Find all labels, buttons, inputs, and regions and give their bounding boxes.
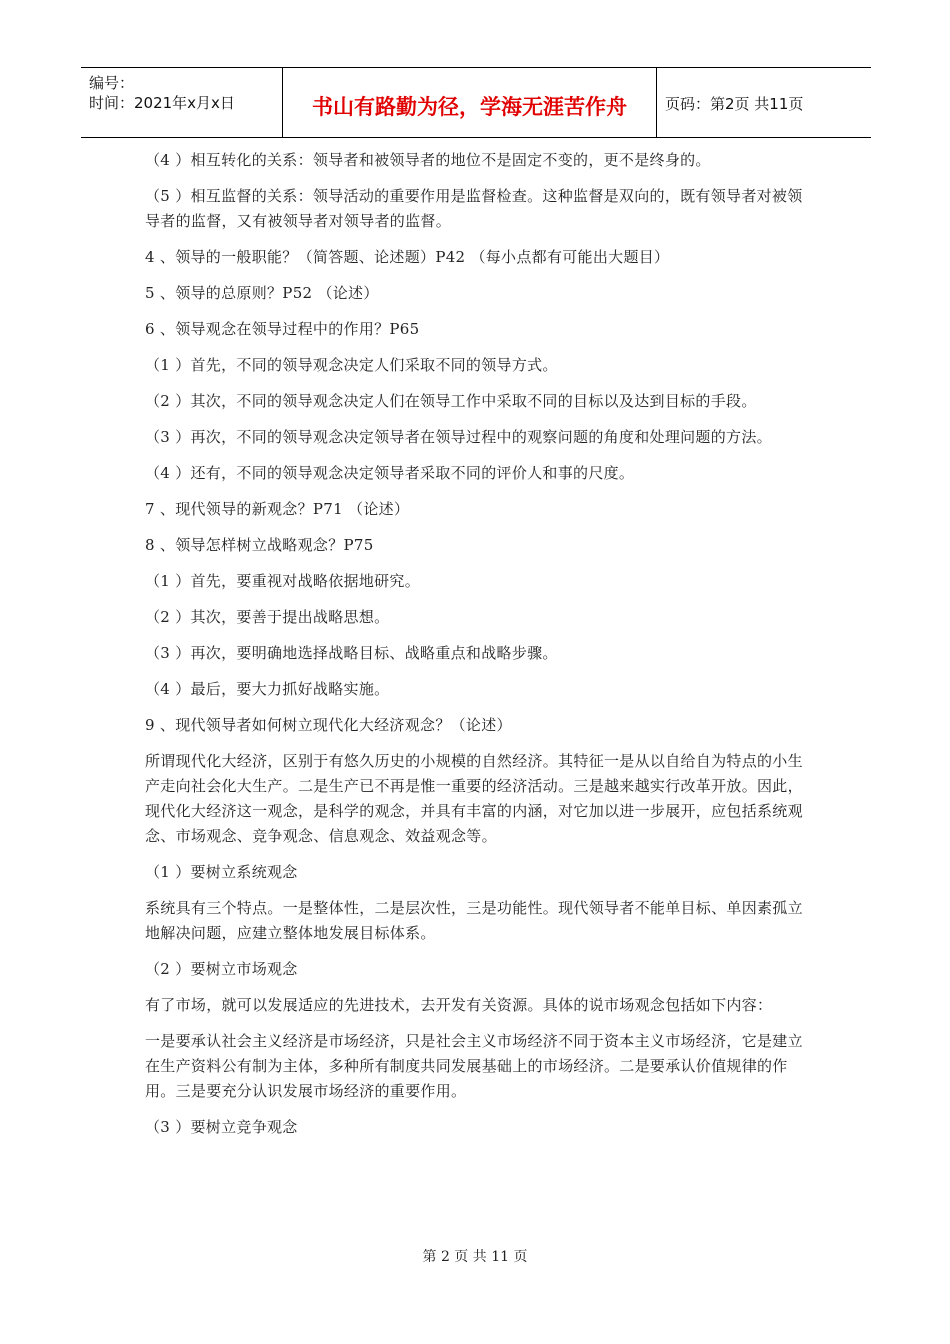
paragraph: （2 ）其次，不同的领导观念决定人们在领导工作中采取不同的目标以及达到目标的手段。 (145, 392, 757, 410)
page-header (81, 67, 871, 138)
paragraph: 4 、领导的一般职能？（简答题、论述题）P42 （每小点都有可能出大题目） (145, 248, 670, 266)
paragraph: 7 、现代领导的新观念？P71 （论述） (145, 500, 410, 518)
paragraph: （2 ）要树立市场观念 (145, 960, 298, 978)
document-body (145, 148, 810, 1151)
paragraph: （3 ）再次，不同的领导观念决定领导者在领导过程中的观察问题的角度和处理问题的方法。 (145, 428, 772, 446)
paragraph: （4 ）相互转化的关系：领导者和被领导者的地位不是固定不变的，更不是终身的。 (145, 151, 711, 169)
page-footer: 第 2 页 共 11 页 (422, 1249, 528, 1265)
paragraph: （1 ）首先，要重视对战略依据地研究。 (145, 572, 421, 590)
header-meta (81, 68, 283, 137)
paragraph: 系统具有三个特点。一是整体性，二是层次性，三是功能性。现代领导者不能单目标、单因素孤立地解决问题，应建立整体地发展目标体系。 (145, 899, 803, 942)
paragraph: 所谓现代化大经济，区别于有悠久历史的小规模的自然经济。其特征一是从以自给自为特点的小生产走向社会化大生产。二是生产已不再是惟一重要的经济活动。三是越来越实行改革开放。因此，现代化大经济这一观念，是科学的观念，并具有丰富的内涵，对它加以进一步展开，应包括系统观念、市场观念、竞争观念、信息观念、效益观念等。 (145, 752, 803, 845)
date-label: 时间：2021年x月x日 (89, 94, 235, 112)
header-motto: 书山有路勤为径，学海无涯苦作舟 (283, 68, 657, 137)
paragraph: 8 、领导怎样树立战略观念？P75 (145, 536, 374, 554)
paragraph: （5 ）相互监督的关系：领导活动的重要作用是监督检查。这种监督是双向的，既有领导者对被领导者的监督，又有被领导者对领导者的监督。 (145, 187, 803, 230)
paragraph: （3 ）再次，要明确地选择战略目标、战略重点和战略步骤。 (145, 644, 558, 662)
paragraph: 6 、领导观念在领导过程中的作用？P65 (145, 320, 420, 338)
paragraph: 9 、现代领导者如何树立现代化大经济观念？（论述） (145, 716, 512, 734)
paragraph: （1 ）首先，不同的领导观念决定人们采取不同的领导方式。 (145, 356, 558, 374)
paragraph: 一是要承认社会主义经济是市场经济，只是社会主义市场经济不同于资本主义市场经济，它是建立在生产资料公有制为主体，多种所有制度共同发展基础上的市场经济。二是要承认价值规律的作用。三是要充分认识发展市场经济的重要作用。 (145, 1032, 803, 1100)
number-label: 编号： (89, 74, 135, 92)
paragraph: 5 、领导的总原则？P52 （论述） (145, 284, 379, 302)
paragraph: （4 ）还有，不同的领导观念决定领导者采取不同的评价人和事的尺度。 (145, 464, 635, 482)
paragraph: 有了市场，就可以发展适应的先进技术，去开发有关资源。具体的说市场观念包括如下内容： (145, 996, 773, 1014)
paragraph: （1 ）要树立系统观念 (145, 863, 298, 881)
header-page-info: 页码：第2页 共11页 (665, 95, 804, 113)
paragraph: （4 ）最后，要大力抓好战略实施。 (145, 680, 390, 698)
paragraph: （3 ）要树立竞争观念 (145, 1118, 298, 1136)
paragraph: （2 ）其次，要善于提出战略思想。 (145, 608, 390, 626)
